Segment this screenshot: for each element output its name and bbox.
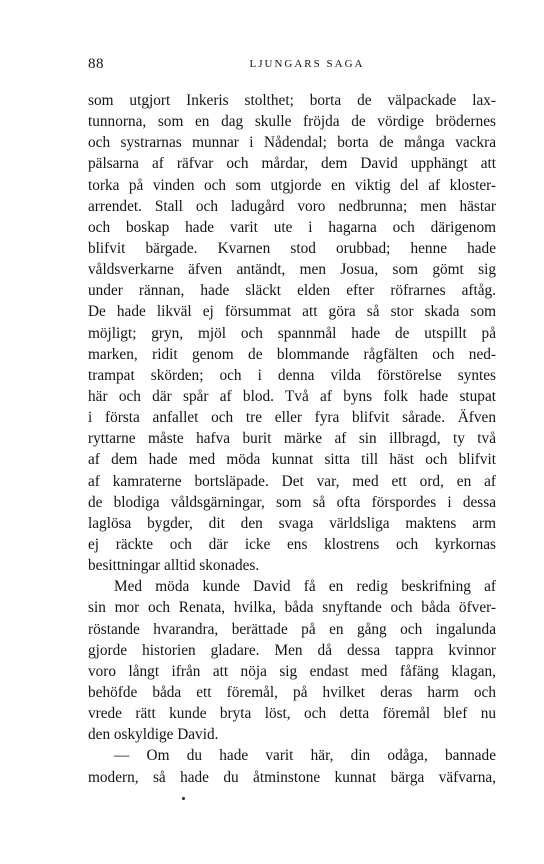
text-line: besittningar alltid skonades. xyxy=(88,557,260,575)
text-line: vrede rätt kunde bryta löst, och detta föremål blef nu xyxy=(88,705,496,723)
text-line: möjligt; gryn, mjöl och spannmål hade de utspillt på xyxy=(88,324,496,342)
text-line: och systrarnas munnar i Nådendal; borta de många vackra xyxy=(88,134,496,152)
text-line: ej räckte och där icke ens klostrens och kyrkornas xyxy=(88,535,496,553)
text-line: pälsarna af räfvar och mårdar, dem David upphängt att xyxy=(88,155,496,173)
text-line: de blodiga våldsgärningar, som så ofta förspordes i dessa xyxy=(88,493,496,511)
text-line: behöfde båda ett föremål, på hvilket deras harm och xyxy=(88,683,496,701)
text-line: marken, ridit genom de blommande rågfälten och ned- xyxy=(88,345,496,363)
text-line: gjorde historien gladare. Men då dessa tappra kvinnor xyxy=(88,641,496,659)
ink-speck xyxy=(182,797,185,800)
text-line: trampat skörden; och i denna vilda förstörelse syntes xyxy=(88,366,496,384)
text-line: och boskap hade varit ute i hagarna och därigenom xyxy=(88,218,496,236)
text-line: ryttarne måste hafva burit märke af sin illbragd, ty två xyxy=(88,430,496,448)
text-line: den oskyldige David. xyxy=(88,726,219,744)
text-line: blifvit bärgade. Kvarnen stod orubbad; henne hade xyxy=(88,239,496,257)
text-line: under rännan, hade släckt elden efter röfrarnes aftåg. xyxy=(88,282,496,300)
paragraph-start-line: — Om du hade varit här, din odåga, bannade xyxy=(114,747,496,765)
text-line: laglösa bygder, dit den svaga världsliga maktens arm xyxy=(88,514,496,532)
text-line: modern, så hade du åtminstone kunnat bärga väfvarna, xyxy=(88,768,496,786)
text-line: tunnorna, som en dag skulle fröjda de vördige brödernes xyxy=(88,113,496,131)
text-line: som utgjort Inkeris stolthet; borta de välpackade lax- xyxy=(88,92,496,109)
text-line: i första anfallet och tre eller fyra blifvit sårade. Äfven xyxy=(88,409,496,427)
text-line: torka på vinden och som utgjorde en viktig del af kloster- xyxy=(88,176,496,194)
body-text xyxy=(88,90,496,788)
text-line: sin mor och Renata, hvilka, båda snyftande och båda öfver- xyxy=(88,599,496,617)
paragraph-start-line: Med möda kunde David få en redig beskrifning af xyxy=(114,578,496,596)
text-line: här och där spår af blod. Två af byns folk hade stupat xyxy=(88,387,496,405)
text-line: af kamraterne bortsläpade. Det var, med ett ord, en af xyxy=(88,472,496,490)
text-line: röstande hvarandra, berättade på en gång och ingalunda xyxy=(88,620,496,638)
text-line: af dem hade med möda kunnat sitta till häst och blifvit xyxy=(88,451,496,469)
page-number: 88 xyxy=(88,56,104,72)
text-line: arrendet. Stall och ladugård voro nedbrunna; men hästar xyxy=(88,197,496,215)
text-line: våldsverkarne äfven antändt, men Josua, som gömt sig xyxy=(88,261,496,279)
page-header xyxy=(88,56,496,76)
running-title: LJUNGARS SAGA xyxy=(249,58,365,70)
text-line: De hade likväl ej försummat att göra så stor skada som xyxy=(88,303,496,321)
text-line: voro långt ifrån att nöja sig endast med fåfäng klagan, xyxy=(88,662,496,680)
